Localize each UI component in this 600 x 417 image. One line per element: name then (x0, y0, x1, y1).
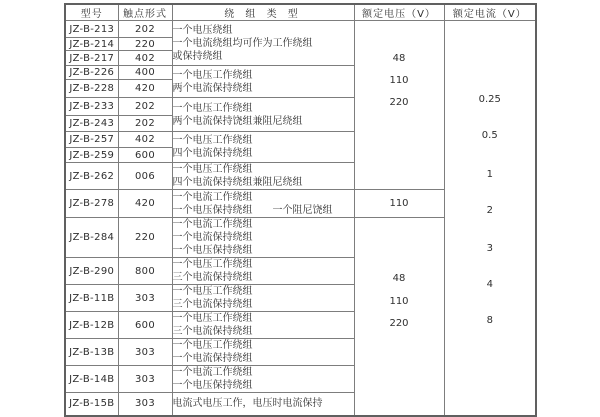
contact-form-cell: 400 (118, 66, 172, 80)
contact-form-cell: 600 (118, 148, 172, 163)
model-cell: JZ-B-14B (65, 366, 118, 393)
rated-current-cell (444, 21, 536, 416)
contact-form-cell: 006 (118, 163, 172, 190)
winding-line: 一个电压工作绕组 (172, 69, 253, 81)
contact-form-cell: 220 (118, 218, 172, 258)
voltage-value: 110 (389, 296, 409, 307)
contact-form-cell: 303 (118, 339, 172, 366)
winding-type-cell (172, 393, 354, 416)
current-value: 1 (486, 169, 493, 180)
model-cell: JZ-B-233 (65, 98, 118, 116)
current-value: 0.5 (481, 130, 498, 141)
model-cell: JZ-B-290 (65, 258, 118, 285)
model-cell: JZ-B-213 (65, 21, 118, 38)
winding-line: 两个电流保持饶组兼阻尼绕组 (172, 115, 303, 127)
contact-form-cell: 202 (118, 21, 172, 38)
model-cell: JZ-B-214 (65, 38, 118, 51)
model-cell: JZ-B-284 (65, 218, 118, 258)
col-header-winding-type: 绕 组 类 型 (172, 4, 354, 21)
contact-form-cell: 402 (118, 51, 172, 66)
voltage-value: 220 (389, 97, 409, 108)
table-row (65, 21, 536, 38)
winding-line: 一个电压工作绕组 (172, 259, 253, 270)
voltage-value: 110 (389, 75, 409, 86)
contact-form-cell: 303 (118, 393, 172, 416)
contact-form-cell: 420 (118, 190, 172, 218)
current-value: 0.25 (478, 94, 501, 105)
winding-line: 三个电流保持绕组 (172, 326, 253, 337)
winding-type-cell (172, 98, 354, 132)
winding-line: 一个电压保持绕组 一个阻尼饶组 (172, 204, 333, 216)
winding-line: 一个电压工作绕组 (172, 102, 253, 114)
model-cell: JZ-B-226 (65, 66, 118, 80)
model-cell: JZ-B-257 (65, 132, 118, 148)
contact-form-cell: 402 (118, 132, 172, 148)
model-cell: JZ-B-259 (65, 148, 118, 163)
winding-line: 一个电流工作绕组 (172, 191, 253, 203)
winding-type-cell (172, 218, 354, 258)
winding-line: 一个电压工作绕组 (172, 135, 253, 146)
winding-line: 电流式电压工作，电压时电流保持 (172, 398, 323, 410)
winding-line: 四个电流保持绕组兼阻尼绕组 (172, 177, 303, 188)
model-cell: JZ-B-278 (65, 190, 118, 218)
winding-line: 一个电流保持绕组 (172, 353, 253, 364)
winding-line: 一个电压保持绕组 (172, 245, 253, 256)
col-header-contact-form: 触点形式 (118, 4, 172, 21)
winding-line: 四个电流保持绕组 (172, 148, 253, 159)
winding-line: 或保持绕组 (172, 50, 223, 62)
winding-type-cell (172, 285, 354, 312)
winding-type-cell (172, 190, 354, 218)
winding-line: 两个电流保持绕组 (172, 82, 253, 94)
model-cell: JZ-B-228 (65, 80, 118, 98)
current-value: 8 (486, 315, 493, 326)
model-cell: JZ-B-262 (65, 163, 118, 190)
voltage-value: 48 (392, 273, 406, 284)
winding-type-cell (172, 21, 354, 66)
current-value: 3 (486, 243, 493, 254)
winding-line: 一个电压工作绕组 (172, 164, 253, 175)
winding-line: 三个电流保持绕组 (172, 272, 253, 283)
contact-form-cell: 800 (118, 258, 172, 285)
winding-line: 一个电流工作绕组 (172, 219, 253, 230)
current-value: 2 (486, 205, 493, 216)
col-header-rated-current: 额定电流（V） (444, 4, 536, 21)
contact-form-cell: 202 (118, 116, 172, 132)
rated-voltage-cell: 110 (354, 190, 444, 218)
winding-line: 一个电流工作绕组 (172, 367, 253, 378)
winding-line: 一个电压保持绕组 (172, 380, 253, 391)
winding-line: 一个电流绕组均可作为工作绕组 (172, 37, 313, 49)
col-header-model: 型号 (65, 4, 118, 21)
winding-line: 一个电压工作绕组 (172, 313, 253, 324)
winding-type-cell (172, 312, 354, 339)
header-row (65, 4, 536, 21)
voltage-value: 220 (389, 318, 409, 329)
winding-type-cell (172, 163, 354, 190)
contact-form-cell: 420 (118, 80, 172, 98)
rated-voltage-cell (354, 218, 444, 416)
winding-line: 三个电流保持绕组 (172, 299, 253, 310)
contact-form-cell: 303 (118, 285, 172, 312)
contact-form-cell: 600 (118, 312, 172, 339)
col-header-rated-voltage: 额定电压（V） (354, 4, 444, 21)
contact-form-cell: 202 (118, 98, 172, 116)
winding-type-cell (172, 366, 354, 393)
current-value: 4 (486, 279, 493, 290)
winding-type-cell (172, 258, 354, 285)
model-cell: JZ-B-12B (65, 312, 118, 339)
contact-form-cell: 303 (118, 366, 172, 393)
rated-voltage-cell (354, 21, 444, 190)
model-cell: JZ-B-243 (65, 116, 118, 132)
winding-line: 一个电压工作绕组 (172, 340, 253, 351)
model-cell: JZ-B-13B (65, 339, 118, 366)
contact-form-cell: 220 (118, 38, 172, 51)
spec-table (64, 3, 537, 417)
winding-line: 一个电流保持绕组 (172, 232, 253, 243)
winding-line: 一个电压绕组 (172, 24, 233, 36)
winding-type-cell (172, 339, 354, 366)
winding-type-cell (172, 132, 354, 163)
winding-type-cell (172, 66, 354, 98)
winding-line: 一个电压工作绕组 (172, 286, 253, 297)
model-cell: JZ-B-217 (65, 51, 118, 66)
model-cell: JZ-B-15B (65, 393, 118, 416)
voltage-value: 48 (392, 53, 406, 64)
model-cell: JZ-B-11B (65, 285, 118, 312)
